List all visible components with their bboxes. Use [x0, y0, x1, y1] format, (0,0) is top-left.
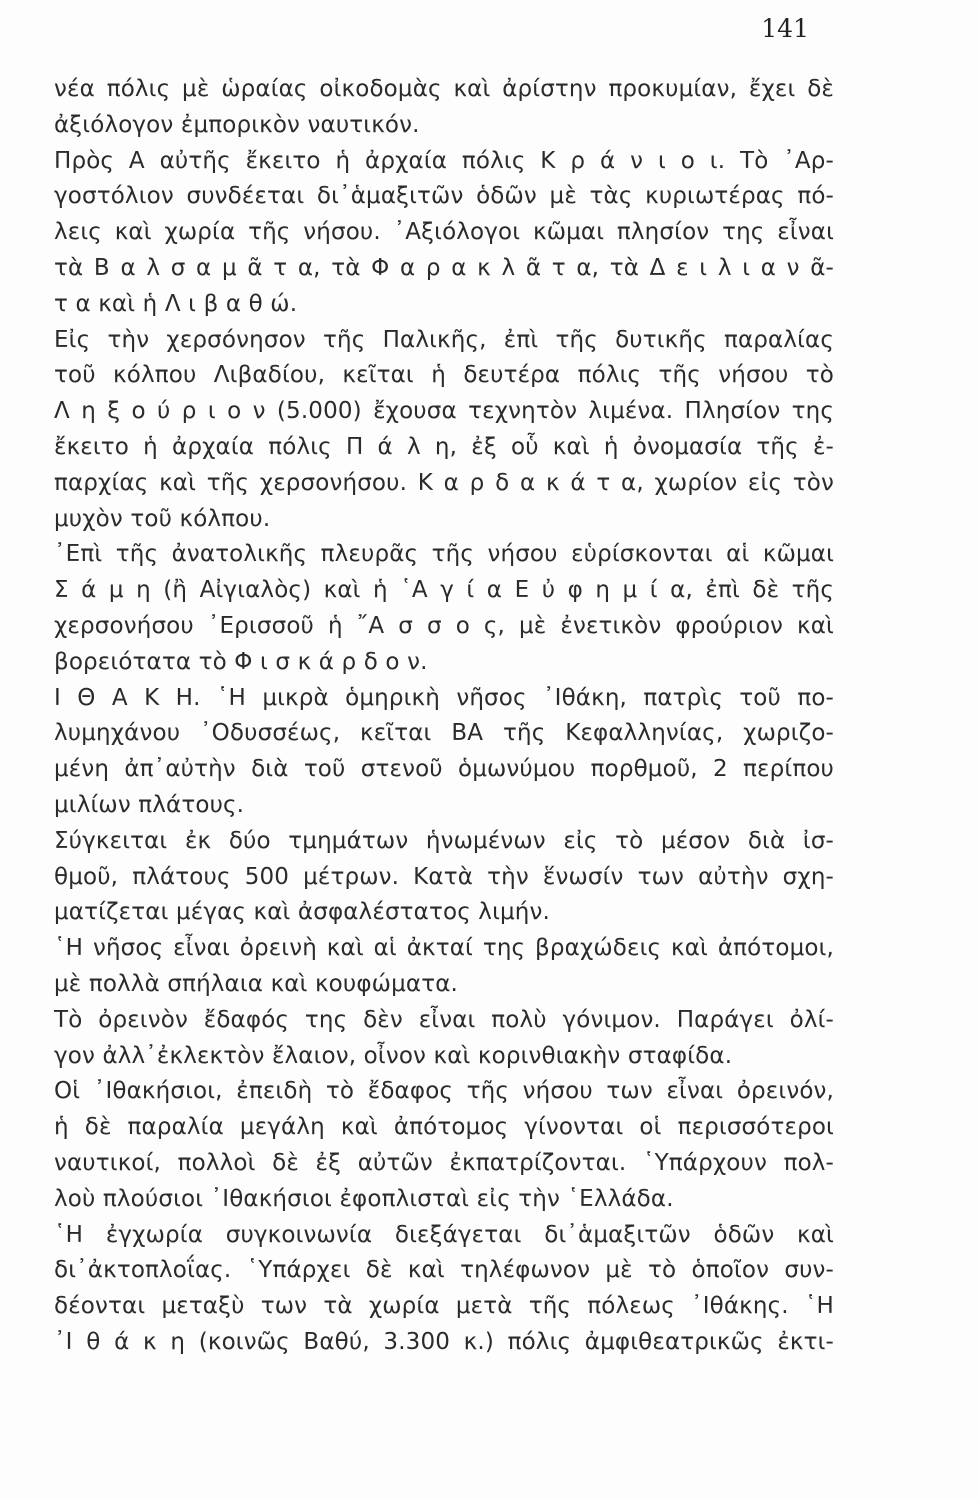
text-line: ᾿Ι θ ά κ η (κοινῶς Βαθύ, 3.300 κ.) πόλις ἀμφιθεατρικῶς ἐκτι- — [54, 1328, 834, 1355]
text-line: λεις καὶ χωρία τῆς νήσου. ᾿Αξιόλογοι κῶμαι πλησίον της εἶναι — [54, 219, 834, 246]
text-line: Σ ά μ η (ἢ Αἰγιαλὸς) καὶ ἡ ῾Α γ ί α Ε ὐ φ η μ ί α, ἐπὶ δὲ τῆς — [54, 577, 834, 604]
text-line: μυχὸν τοῦ κόλπου. — [54, 505, 271, 532]
text-line: ῾Η νῆσος εἶναι ὀρεινὴ καὶ αἱ ἀκταί της βραχώδεις καὶ ἀπότομοι, — [54, 935, 834, 962]
text-line: Οἱ ᾿Ιθακήσιοι, ἐπειδὴ τὸ ἔδαφος τῆς νήσου των εἶναι ὀρεινόν, — [54, 1078, 834, 1105]
text-line: τοῦ κόλπου Λιβαδίου, κεῖται ἡ δευτέρα πόλις τῆς νήσου τὸ — [54, 362, 834, 389]
text-line: δέονται μεταξὺ των τὰ χωρία μετὰ τῆς πόλεως ᾿Ιθάκης. ῾Η — [54, 1293, 834, 1320]
text-line: Πρὸς Α αὐτῆς ἔκειτο ἡ ἀρχαία πόλις Κ ρ ά ν ι ο ι. Τὸ ᾿Αρ- — [54, 147, 834, 174]
text-line: Λ η ξ ο ύ ρ ι ο ν (5.000) ἔχουσα τεχνητὸν λιμένα. Πλησίον της — [54, 398, 834, 425]
text-line: ἀξιόλογον ἐμπορικὸν ναυτικόν. — [54, 111, 420, 138]
text-line: τ α καὶ ἡ Λ ι β α θ ώ. — [54, 290, 298, 317]
text-line: Εἰς τὴν χερσόνησον τῆς Παλικῆς, ἐπὶ τῆς δυτικῆς παραλίας — [54, 326, 834, 353]
text-line: λοὺ πλούσιοι ᾿Ιθακήσιοι ἐφοπλισταὶ εἰς τὴν ῾Ελλάδα. — [54, 1185, 674, 1212]
text-line: δι᾿ἀκτοπλοΐας. ῾Υπάρχει δὲ καὶ τηλέφωνον μὲ τὸ ὁποῖον συν- — [54, 1257, 834, 1284]
text-line: τὰ Β α λ σ α μ ᾶ τ α, τὰ Φ α ρ α κ λ ᾶ τ α, τὰ Δ ε ι λ ι α ν ᾶ- — [54, 254, 834, 281]
text-line: γον ἀλλ᾿ἐκλεκτὸν ἔλαιον, οἶνον καὶ κορινθιακὴν σταφίδα. — [54, 1042, 733, 1069]
text-line: ἔκειτο ἡ ἀρχαία πόλις Π ά λ η, ἐξ οὗ καὶ ἡ ὀνομασία τῆς ἐ- — [54, 433, 834, 460]
text-line: γοστόλιον συνδέεται δι᾿ἁμαξιτῶν ὁδῶν μὲ τὰς κυριωτέρας πό- — [54, 183, 834, 210]
text-line: ἡ δὲ παραλία μεγάλη καὶ ἀπότομος γίνονται οἱ περισσότεροι — [54, 1114, 834, 1141]
text-line: Σύγκειται ἐκ δύο τμημάτων ἡνωμένων εἰς τὸ μέσον διὰ ἰσ- — [54, 827, 834, 854]
body-text — [54, 72, 834, 1361]
text-line: νέα πόλις μὲ ὡραίας οἰκοδομὰς καὶ ἀρίστην προκυμίαν, ἔχει δὲ — [54, 76, 834, 102]
text-line: ῾Η ἐγχωρία συγκοινωνία διεξάγεται δι᾿ἁμαξιτῶν ὁδῶν καὶ — [54, 1221, 834, 1248]
text-line: μένη ἀπ᾿αὐτὴν διὰ τοῦ στενοῦ ὁμωνύμου πορθμοῦ, 2 περίπου — [54, 756, 834, 783]
text-line: μὲ πολλὰ σπήλαια καὶ κουφώματα. — [54, 970, 458, 997]
text-line: Ι Θ Α Κ Η. ῾Η μικρὰ ὁμηρικὴ νῆσος ᾿Ιθάκη, πατρὶς τοῦ πο- — [54, 684, 834, 711]
text-line: ναυτικοί, πολλοὶ δὲ ἐξ αὐτῶν ἐκπατρίζονται. ῾Υπάρχουν πολ- — [54, 1149, 834, 1176]
text-line: χερσονήσου ᾿Ερισσοῦ ἡ ῎Α σ σ ο ς, μὲ ἐνετικὸν φρούριον καὶ — [54, 612, 834, 639]
page-number: 141 — [761, 14, 809, 43]
text-line: παρχίας καὶ τῆς χερσονήσου. Κ α ρ δ α κ ά τ α, χωρίον εἰς τὸν — [54, 469, 834, 496]
text-line: βορειότατα τὸ Φ ι σ κ ά ρ δ ο ν. — [54, 648, 428, 675]
text-line: Τὸ ὀρεινὸν ἔδαφός της δὲν εἶναι πολὺ γόνιμον. Παράγει ὀλί- — [54, 1006, 834, 1033]
text-line: λυμηχάνου ᾿Οδυσσέως, κεῖται ΒΑ τῆς Κεφαλληνίας, χωριζο- — [54, 720, 834, 747]
text-line: μιλίων πλάτους. — [54, 791, 245, 818]
text-line: ᾿Επὶ τῆς ἀνατολικῆς πλευρᾶς τῆς νήσου εὑρίσκονται αἱ κῶμαι — [54, 541, 834, 568]
text-line: ματίζεται μέγας καὶ ἀσφαλέστατος λιμήν. — [54, 899, 550, 926]
text-line: θμοῦ, πλάτους 500 μέτρων. Κατὰ τὴν ἕνωσίν των αὐτὴν σχη- — [54, 863, 834, 890]
